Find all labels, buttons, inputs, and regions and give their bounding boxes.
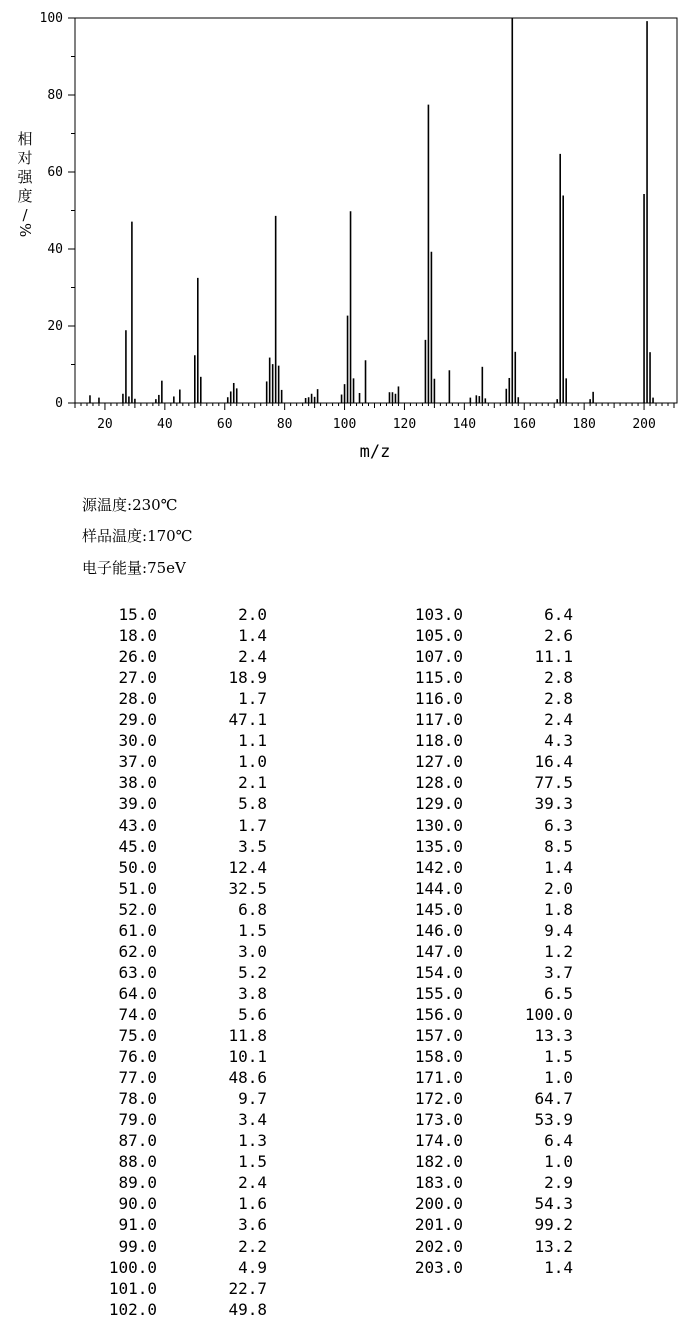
table-mz-cell: 144.0 [414, 878, 463, 898]
table-intensity-cell: 1.0 [238, 752, 267, 772]
table-intensity-cell: 13.2 [534, 1236, 573, 1256]
table-mz-cell: 105.0 [414, 626, 463, 646]
table-intensity-cell: 2.9 [544, 1173, 573, 1193]
table-intensity-cell: 5.6 [238, 1004, 267, 1024]
table-mz-cell: 157.0 [414, 1026, 463, 1045]
table-intensity-cell: 1.4 [544, 1257, 573, 1277]
table-intensity-cell: 53.9 [534, 1110, 573, 1130]
table-intensity-cell: 32.5 [228, 878, 267, 898]
x-tick-label: 40 [157, 417, 173, 432]
table-mz-cell: 52.0 [118, 899, 157, 919]
table-mz-cell: 76.0 [118, 1047, 157, 1067]
table-intensity-cell: 2.4 [238, 1173, 267, 1193]
table-intensity-cell: 1.7 [238, 815, 267, 835]
table-mz-cell: 89.0 [118, 1173, 157, 1193]
x-tick-label: 20 [97, 417, 113, 432]
table-intensity-cell: 9.7 [238, 1089, 267, 1109]
table-intensity-cell: 2.0 [544, 878, 573, 898]
table-intensity-cell: 22.7 [228, 1278, 267, 1298]
table-mz-cell: 174.0 [414, 1131, 463, 1151]
table-mz-cell: 116.0 [414, 689, 463, 709]
table-intensity-cell: 1.8 [544, 899, 573, 919]
y-axis-ticks [40, 11, 75, 411]
sample-temperature-label: 样品温度 [82, 527, 143, 545]
table-intensity-cell: 11.1 [534, 647, 573, 667]
table-mz-cell: 63.0 [118, 962, 157, 982]
table-mz-cell: 158.0 [414, 1047, 463, 1067]
table-mz-cell: 79.0 [118, 1110, 157, 1130]
x-tick-label: 140 [452, 417, 477, 432]
table-mz-cell: 38.0 [118, 773, 157, 793]
y-tick-label: 40 [47, 242, 63, 257]
table-intensity-cell: 64.7 [534, 1089, 573, 1109]
table-intensity-cell: 3.5 [238, 836, 267, 856]
table-intensity-cell: 1.1 [238, 731, 267, 751]
table-mz-cell: 203.0 [414, 1257, 463, 1277]
x-axis-ticks [75, 403, 674, 432]
table-intensity-cell: 13.3 [534, 1026, 573, 1045]
table-mz-cell: 26.0 [118, 647, 157, 667]
table-intensity-cell: 1.4 [238, 626, 267, 646]
table-mz-cell: 62.0 [118, 941, 157, 961]
table-intensity-cell: 6.4 [544, 605, 573, 624]
table-intensity-cell: 1.0 [544, 1068, 573, 1088]
electron-energy-value: 75eV [147, 559, 186, 577]
table-mz-cell: 91.0 [118, 1215, 157, 1235]
y-tick-label: 0 [55, 396, 63, 411]
table-mz-cell: 75.0 [118, 1026, 157, 1045]
table-intensity-cell: 99.2 [534, 1215, 573, 1235]
x-tick-label: 60 [216, 417, 233, 432]
table-intensity-cell: 2.1 [238, 773, 267, 793]
table-mz-cell: 156.0 [414, 1004, 463, 1024]
table-intensity-cell: 6.8 [238, 899, 267, 919]
table-intensity-cell: 77.5 [534, 773, 573, 793]
table-mz-cell: 173.0 [414, 1110, 463, 1130]
plot-frame [75, 18, 677, 403]
table-intensity-cell: 4.3 [544, 731, 573, 751]
table-mz-cell: 88.0 [118, 1152, 157, 1172]
table-intensity-cell: 6.4 [544, 1131, 573, 1151]
table-intensity-cell: 10.1 [228, 1047, 267, 1067]
table-mz-cell: 172.0 [414, 1089, 463, 1109]
y-axis-title-char: 相 [17, 130, 33, 148]
table-mz-cell: 128.0 [414, 773, 463, 793]
table-mz-cell: 74.0 [118, 1004, 157, 1024]
table-intensity-cell: 49.8 [228, 1299, 267, 1319]
table-intensity-cell: 1.7 [238, 689, 267, 709]
table-mz-cell: 64.0 [118, 983, 157, 1003]
table-intensity-cell: 2.8 [544, 668, 573, 688]
table-mz-cell: 77.0 [118, 1068, 157, 1088]
table-intensity-cell: 1.5 [544, 1047, 573, 1067]
table-intensity-cell: 39.3 [534, 794, 573, 814]
table-mz-cell: 147.0 [414, 941, 463, 961]
table-intensity-cell: 100.0 [524, 1004, 573, 1024]
table-intensity-cell: 2.4 [544, 710, 573, 730]
table-mz-cell: 201.0 [414, 1215, 463, 1235]
source-temperature-value: 230℃ [132, 496, 178, 514]
x-tick-label: 120 [392, 417, 417, 432]
table-mz-cell: 135.0 [414, 836, 463, 856]
peak-bars [90, 18, 653, 403]
table-mz-cell: 29.0 [118, 710, 157, 730]
y-tick-label: 80 [47, 88, 63, 103]
table-mz-cell: 115.0 [414, 668, 463, 688]
table-intensity-cell: 2.8 [544, 689, 573, 709]
source-temperature-label: 源温度 [82, 496, 128, 514]
table-mz-cell: 50.0 [118, 857, 157, 877]
table-intensity-cell: 1.0 [544, 1152, 573, 1172]
y-tick-label: 20 [47, 319, 63, 334]
table-intensity-cell: 5.2 [238, 962, 267, 982]
x-tick-label: 100 [332, 417, 357, 432]
table-intensity-cell: 3.8 [238, 983, 267, 1003]
table-intensity-cell: 18.9 [228, 668, 267, 688]
table-intensity-cell: 11.8 [228, 1026, 267, 1045]
table-mz-cell: 18.0 [118, 626, 157, 646]
electron-energy: 电子能量:75eV [82, 559, 186, 577]
table-mz-cell: 183.0 [414, 1173, 463, 1193]
table-intensity-cell: 2.0 [238, 605, 267, 624]
table-mz-cell: 145.0 [414, 899, 463, 919]
table-mz-cell: 182.0 [414, 1152, 463, 1172]
table-mz-cell: 15.0 [118, 605, 157, 624]
x-tick-label: 80 [276, 417, 293, 432]
table-mz-cell: 130.0 [414, 815, 463, 835]
table-mz-cell: 28.0 [118, 689, 157, 709]
table-mz-cell: 27.0 [118, 668, 157, 688]
table-mz-cell: 127.0 [414, 752, 463, 772]
electron-energy-label: 电子能量 [82, 559, 143, 577]
table-intensity-cell: 2.4 [238, 647, 267, 667]
source-temperature: 源温度:230℃ [82, 496, 178, 514]
table-mz-cell: 154.0 [414, 962, 463, 982]
y-axis-title-char: 度 [17, 187, 33, 205]
sample-temperature: 样品温度:170℃ [82, 527, 193, 545]
table-mz-cell: 30.0 [118, 731, 157, 751]
table-mz-cell: 99.0 [118, 1236, 157, 1256]
y-tick-label: 100 [39, 11, 63, 26]
table-intensity-cell: 12.4 [228, 857, 267, 877]
table-mz-cell: 200.0 [414, 1194, 463, 1214]
table-mz-cell: 202.0 [414, 1236, 463, 1256]
table-mz-cell: 155.0 [414, 983, 463, 1003]
y-axis-title-char: / [22, 206, 28, 224]
mass-spectrum-chart [0, 0, 687, 470]
table-mz-cell: 61.0 [118, 920, 157, 940]
table-intensity-cell: 1.2 [544, 941, 573, 961]
table-mz-cell: 107.0 [414, 647, 463, 667]
table-mz-cell: 171.0 [414, 1068, 463, 1088]
x-tick-label: 160 [512, 417, 536, 432]
table-mz-cell: 100.0 [108, 1257, 157, 1277]
table-intensity-cell: 4.9 [238, 1257, 267, 1277]
table-intensity-cell: 3.7 [544, 962, 573, 982]
table-intensity-cell: 6.3 [544, 815, 573, 835]
y-axis-title-char: 强 [17, 168, 33, 186]
x-axis-title: m/z [359, 442, 391, 462]
plot-border [75, 18, 677, 403]
table-intensity-cell: 3.6 [238, 1215, 267, 1235]
table-intensity-cell: 5.8 [238, 794, 267, 814]
table-intensity-cell: 48.6 [228, 1068, 267, 1088]
y-axis-title-char: % [16, 223, 34, 238]
table-mz-cell: 51.0 [118, 878, 157, 898]
table-mz-cell: 39.0 [118, 794, 157, 814]
table-mz-cell: 45.0 [118, 836, 157, 856]
table-mz-cell: 102.0 [108, 1299, 157, 1319]
table-mz-cell: 101.0 [108, 1278, 157, 1298]
table-intensity-cell: 47.1 [228, 710, 267, 730]
table-mz-cell: 118.0 [414, 731, 463, 751]
table-intensity-cell: 8.5 [544, 836, 573, 856]
table-intensity-cell: 54.3 [534, 1194, 573, 1214]
table-mz-cell: 103.0 [414, 605, 463, 624]
y-axis-title [16, 130, 34, 237]
x-tick-label: 200 [632, 417, 656, 432]
table-mz-cell: 37.0 [118, 752, 157, 772]
y-tick-label: 60 [47, 165, 63, 180]
table-intensity-cell: 6.5 [544, 983, 573, 1003]
table-intensity-cell: 2.2 [238, 1236, 267, 1256]
table-mz-cell: 43.0 [118, 815, 157, 835]
table-mz-cell: 117.0 [414, 710, 463, 730]
table-intensity-cell: 1.3 [238, 1131, 267, 1151]
table-intensity-cell: 1.4 [544, 857, 573, 877]
table-intensity-cell: 9.4 [544, 920, 573, 940]
table-intensity-cell: 3.0 [238, 941, 267, 961]
table-intensity-cell: 3.4 [238, 1110, 267, 1130]
table-mz-cell: 90.0 [118, 1194, 157, 1214]
table-intensity-cell: 1.5 [238, 1152, 267, 1172]
table-intensity-cell: 1.5 [238, 920, 267, 940]
table-intensity-cell: 2.6 [544, 626, 573, 646]
table-mz-cell: 142.0 [414, 857, 463, 877]
table-mz-cell: 129.0 [414, 794, 463, 814]
table-mz-cell: 78.0 [118, 1089, 157, 1109]
y-axis-title-char: 对 [17, 149, 33, 167]
table-mz-cell: 146.0 [414, 920, 463, 940]
sample-temperature-value: 170℃ [147, 527, 193, 545]
x-tick-label: 180 [572, 417, 596, 432]
table-mz-cell: 87.0 [118, 1131, 157, 1151]
table-intensity-cell: 16.4 [534, 752, 573, 772]
table-intensity-cell: 1.6 [238, 1194, 267, 1214]
